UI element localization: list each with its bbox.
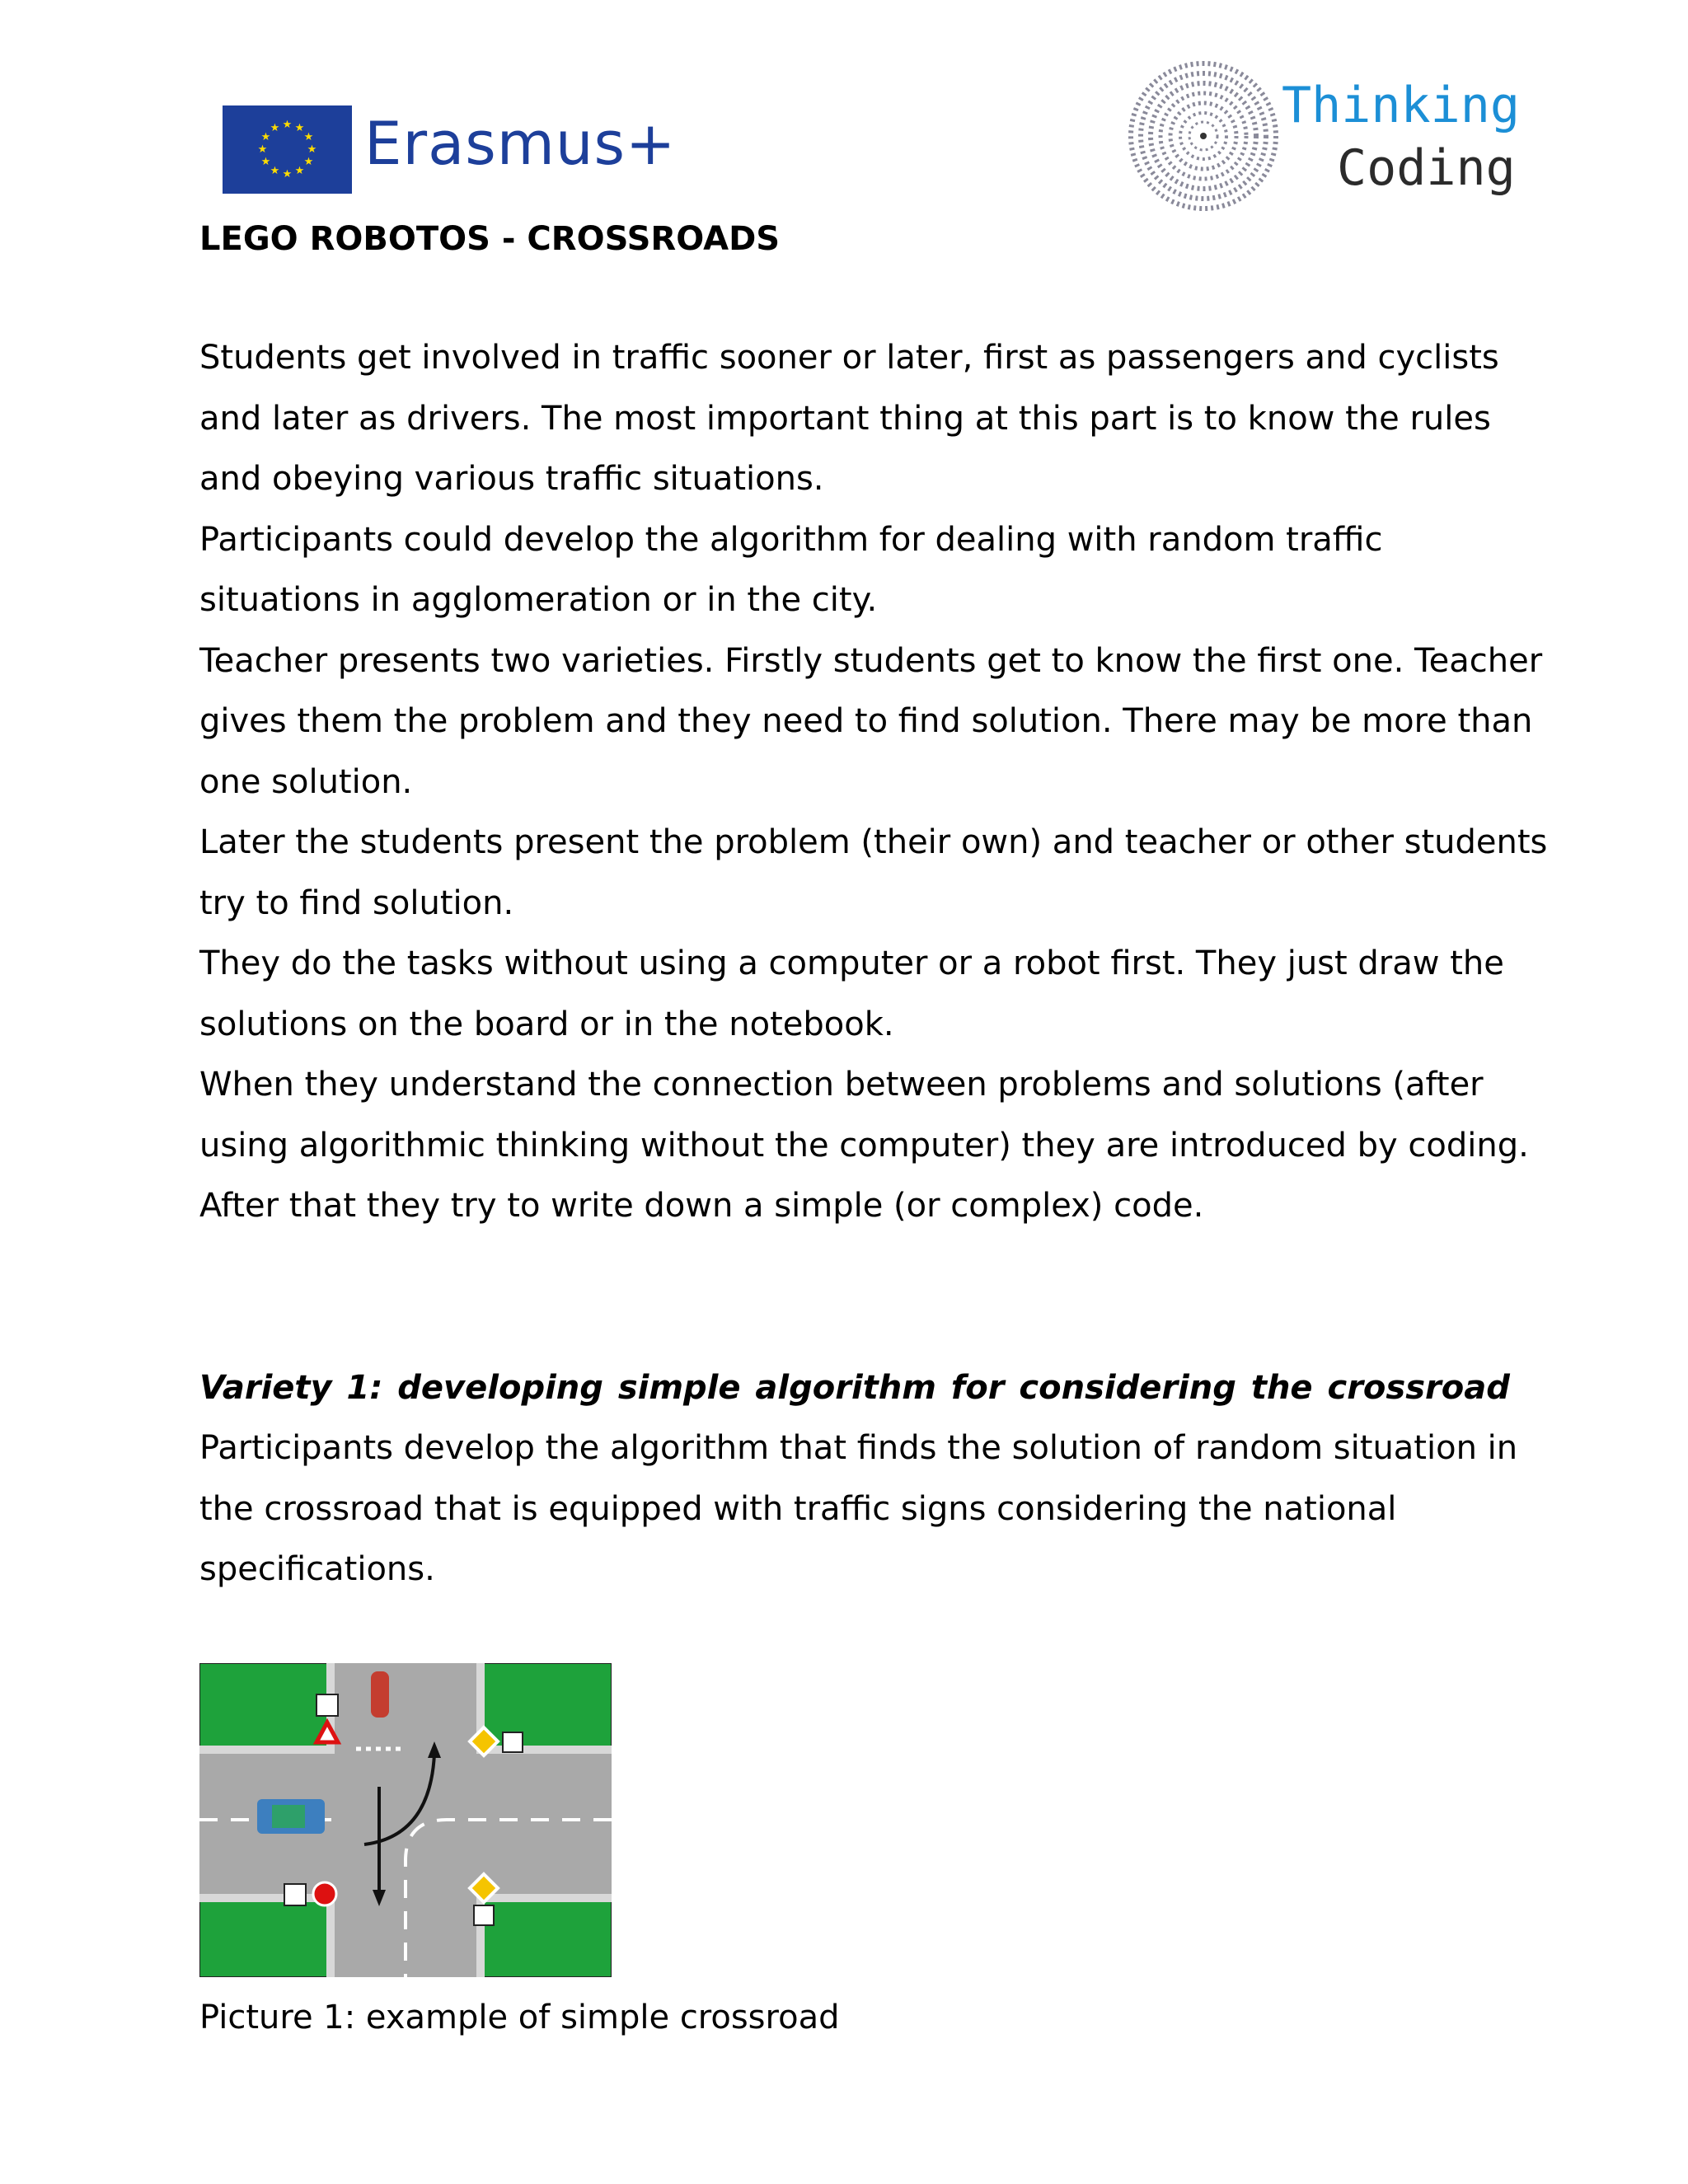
svg-text:★: ★: [260, 131, 271, 143]
svg-text:★: ★: [270, 122, 280, 134]
paragraph: Participants could develop the algorithm for dealing with random traffic situations in agglomeration or in the city.: [199, 520, 1383, 619]
paragraph: They do the tasks without using a computer or a robot first. They just draw the solutions on the board or in the notebook.: [199, 944, 1504, 1043]
svg-text:★: ★: [303, 156, 314, 168]
svg-text:★: ★: [303, 131, 314, 143]
erasmus-logo-text: Erasmus+: [364, 109, 677, 178]
coding-logo-text: Coding: [1337, 139, 1516, 197]
variety-body: [199, 1418, 1551, 1601]
variety-heading: Variety 1: developing simple algorithm for considering the crossroad: [199, 1369, 1510, 1407]
paragraph: Later the students present the problem (their own) and teacher or other students try to find solution.: [199, 823, 1548, 922]
eu-flag-icon: [223, 105, 352, 194]
paragraph: Participants develop the algorithm that finds the solution of random situation in the crossroad that is equipped with traffic signs considering the national specifications.: [199, 1429, 1518, 1588]
crossroad-figure: [199, 1663, 612, 1977]
svg-text:★: ★: [294, 122, 305, 134]
svg-text:★: ★: [257, 143, 268, 156]
svg-text:★: ★: [260, 156, 271, 168]
erasmus-plus-logo: [223, 105, 677, 200]
document-body: [199, 328, 1551, 1237]
svg-text:★: ★: [270, 165, 280, 177]
svg-text:★: ★: [282, 168, 293, 180]
svg-text:★: ★: [307, 143, 317, 156]
thinking-coding-logo: [1125, 58, 1521, 223]
figure-caption: Picture 1: example of simple crossroad: [199, 1999, 840, 2036]
paragraph: Students get involved in traffic sooner or later, first as passengers and cyclists and later as drivers. The most important thing at this part is to know the rules and obeying various traffic situations.: [199, 339, 1499, 498]
svg-text:★: ★: [294, 165, 305, 177]
document-title: LEGO ROBOTOS - CROSSROADS: [199, 220, 781, 258]
svg-text:★: ★: [282, 119, 293, 131]
paragraph: Teacher presents two varieties. Firstly students get to know the first one. Teacher gives them the problem and they need to find solution. There may be more than one solution.: [199, 641, 1543, 801]
binary-spiral-icon: [1125, 58, 1282, 214]
thinking-logo-text: Thinking: [1282, 77, 1520, 134]
paragraph: After that they try to write down a simple (or complex) code.: [199, 1187, 1204, 1225]
paragraph: When they understand the connection between problems and solutions (after using algorithmic thinking without the computer) they are introduced by coding.: [199, 1066, 1529, 1165]
